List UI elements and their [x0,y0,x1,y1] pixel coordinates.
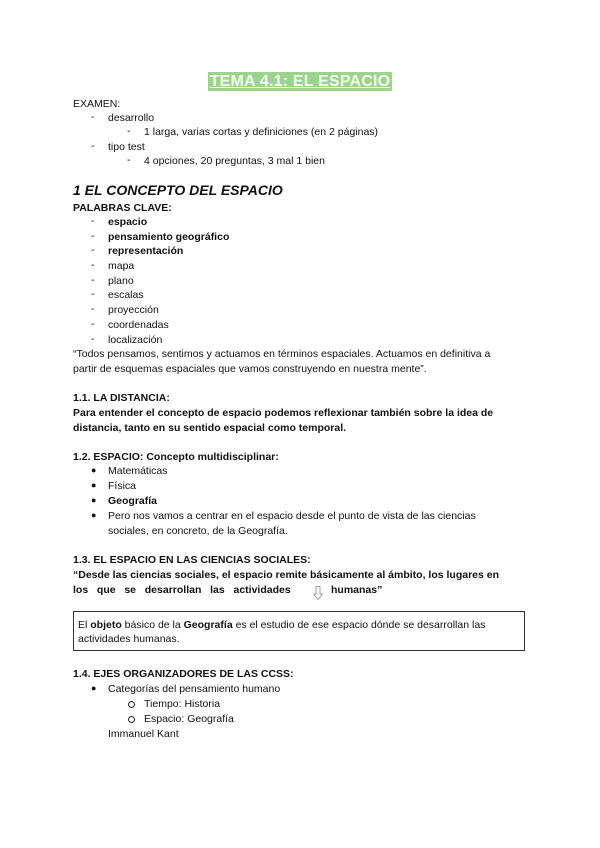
exam-subitem: 1 larga, varias cortas y definiciones (en 2 páginas) [144,126,379,138]
dash-bullet: - [91,244,95,256]
quote-bold-line-end: humanas” [331,584,383,596]
dash-bullet: - [91,303,95,315]
subsection-heading: 1.1. LA DISTANCIA: [73,392,170,404]
keyword: mapa [108,260,135,272]
bullet-dot: ● [91,480,97,490]
list-item-continuation: sociales, en concreto, de la Geografía. [108,525,288,537]
keyword: plano [108,275,134,287]
dash-bullet: - [91,259,95,271]
exam-item-test: tipo test [108,141,145,153]
subsection-heading: 1.2. ESPACIO: Concepto multidisciplinar: [73,451,279,463]
sub-list-item: Tiempo: Historia [144,698,221,710]
dash-bullet: - [91,111,95,123]
list-item: Matemáticas [108,465,168,477]
dash-bullet: - [91,140,95,152]
bullet-dot: ● [91,510,97,520]
keyword: representación [108,245,184,257]
circle-bullet [128,701,135,708]
subsection-heading: 1.4. EJES ORGANIZADORES DE LAS CCSS: [73,668,294,680]
paragraph-line: distancia, tanto en su sentido espacial como temporal. [73,422,347,434]
keyword: localización [108,334,163,346]
bullet-dot: ● [91,465,97,475]
definition-line: El objeto básico de la Geografía es el estudio de ese espacio dónde se desarrollan las [78,619,486,631]
bullet-dot: ● [91,683,97,693]
dash-bullet: - [91,288,95,300]
section-heading: 1 EL CONCEPTO DEL ESPACIO [73,182,283,198]
dash-bullet: - [91,333,95,345]
keyword: espacio [108,216,148,228]
dash-bullet: - [91,230,95,242]
subsection-heading: 1.3. EL ESPACIO EN LAS CIENCIAS SOCIALES: [73,554,311,566]
circle-bullet [128,716,135,723]
keywords-label: PALABRAS CLAVE: [73,202,172,214]
exam-label: EXAMEN: [73,98,121,110]
dash-bullet: - [91,274,95,286]
down-arrow-icon [313,586,323,600]
keyword: proyección [108,304,159,316]
keyword: pensamiento geográfico [108,231,230,243]
sub-list-item: Espacio: Geografía [144,713,234,725]
list-item: Física [108,480,137,492]
list-item: Categorías del pensamiento humano [108,683,281,695]
quote-bold-line: los que se desarrollan las actividades [73,584,291,596]
bullet-dot: ● [91,495,97,505]
keyword: escalas [108,289,144,301]
list-item: Pero nos vamos a centrar en el espacio desde el punto de vista de las ciencias [108,510,476,522]
exam-subitem: 4 opciones, 20 preguntas, 3 mal 1 bien [144,155,325,167]
quote-line: “Todos pensamos, sentimos y actuamos en términos espaciales. Actuamos en definitiva a [73,348,491,360]
dash-bullet: - [127,154,131,166]
dash-bullet: - [127,125,131,137]
exam-item-desarrollo: desarrollo [108,112,155,124]
list-item: Geografía [108,495,158,507]
quote-line: partir de esquemas espaciales que vamos construyendo en nuestra mente”. [73,363,427,375]
author-name: Immanuel Kant [108,728,179,740]
dash-bullet: - [91,215,95,227]
dash-bullet: - [91,318,95,330]
quote-bold-line: “Desde las ciencias sociales, el espacio remite básicamente al ámbito, los lugares en [73,569,500,581]
page-title: TEMA 4.1: EL ESPACIO [209,73,391,90]
paragraph-line: Para entender el concepto de espacio podemos reflexionar también sobre la idea de [73,407,494,419]
keyword: coordenadas [108,319,169,331]
definition-line: actividades humanas. [78,633,180,645]
